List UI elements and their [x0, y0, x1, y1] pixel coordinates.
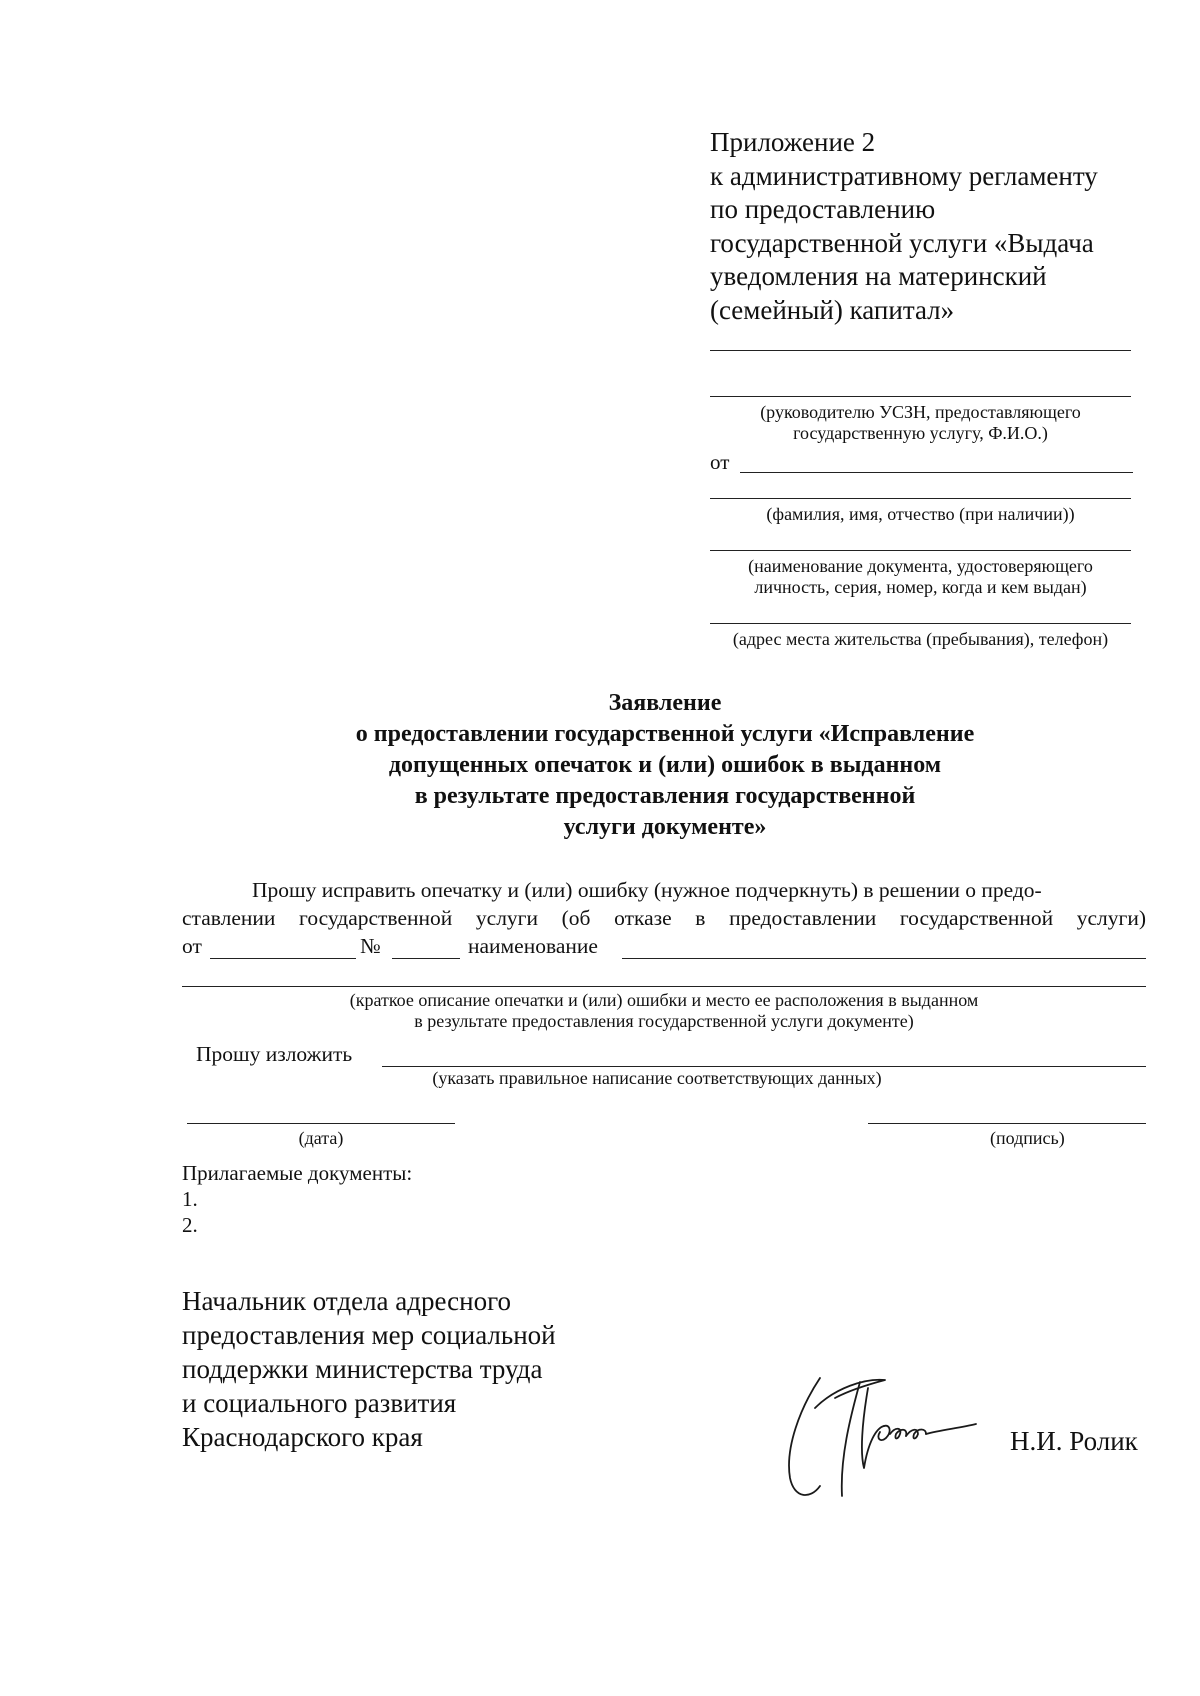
applicant-signature-line: [868, 1123, 1146, 1124]
head-caption-line: (руководителю УСЗН, предоставляющего: [760, 402, 1081, 422]
official-title-line: и социального развития: [182, 1388, 457, 1418]
official-title-line: Начальник отдела адресного: [182, 1286, 511, 1316]
state-line: [382, 1066, 1146, 1067]
appendix-block: [710, 126, 1170, 327]
title-line: Заявление: [608, 690, 722, 716]
description-caption-line: в результате предоставления государственной услуги документе): [414, 1011, 914, 1031]
name-caption: (фамилия, имя, отчество (при наличии)): [766, 504, 1075, 524]
head-caption: [710, 402, 1131, 444]
description-line: [182, 986, 1146, 987]
document-title: [200, 688, 1130, 843]
head-line-1: [710, 350, 1131, 351]
attachment-item: 1.: [182, 1187, 198, 1211]
document-name-line: [622, 958, 1146, 959]
title-line: допущенных опечаток и (или) ошибок в выданном: [388, 752, 942, 778]
official-title-line: Краснодарского края: [182, 1422, 423, 1452]
number-line: [392, 958, 460, 959]
address-caption: (адрес места жительства (пребывания), телефон): [732, 629, 1109, 649]
signature-caption: (подпись): [990, 1128, 1065, 1148]
appendix-line: Приложение 2: [710, 127, 876, 157]
description-caption-line: (краткое описание опечатки и (или) ошибки и место ее расположения в выданном: [349, 990, 979, 1010]
official-title: [182, 1284, 556, 1454]
title-line: в результате предоставления государственной: [414, 783, 916, 809]
head-line-2: [710, 396, 1131, 397]
handwritten-signature-icon: [780, 1368, 990, 1508]
state-label: Прошу изложить: [196, 1042, 353, 1066]
official-name: Н.И. Ролик: [1010, 1426, 1138, 1456]
appendix-line: (семейный) капитал»: [710, 294, 955, 325]
address-line: [710, 623, 1131, 624]
title-line: о предоставлении государственной услуги «Исправление: [355, 721, 975, 747]
attachments-block: [182, 1160, 412, 1238]
appendix-line: по предоставлению: [710, 194, 936, 224]
state-caption: (указать правильное написание соответствующих данных): [432, 1068, 882, 1088]
appendix-line: государственной услуги «Выдача: [710, 227, 1094, 258]
id-line: [710, 550, 1131, 551]
attachments-label: Прилагаемые документы:: [182, 1161, 413, 1185]
appendix-line: уведомления на материнский: [710, 261, 1047, 291]
from-label: от: [710, 450, 730, 474]
id-caption-line: личность, серия, номер, когда и кем выдан): [754, 577, 1087, 597]
id-caption: [710, 556, 1131, 598]
request-line-2: ставлении государственной услуги (об отказе в предоставлении государственной услуги): [182, 906, 1146, 930]
date-line: [210, 958, 356, 959]
applicant-date-line: [187, 1123, 455, 1124]
attachment-item: 2.: [182, 1213, 198, 1237]
request-line-1: Прошу исправить опечатку и (или) ошибку (нужное подчеркнуть) в решении о предо-: [252, 878, 1042, 902]
title-line: услуги документе»: [563, 814, 767, 840]
date-caption: (дата): [298, 1128, 344, 1148]
name-line: [710, 498, 1131, 499]
description-caption: [182, 990, 1146, 1032]
appendix-line: к административному регламенту: [710, 160, 1098, 191]
official-title-line: поддержки министерства труда: [182, 1354, 543, 1384]
from-line: [740, 472, 1133, 473]
id-caption-line: (наименование документа, удостоверяющего: [748, 556, 1093, 576]
head-caption-line: государственную услугу, Ф.И.О.): [793, 423, 1048, 443]
official-title-line: предоставления мер социальной: [182, 1320, 556, 1350]
name-label: наименование: [468, 934, 598, 958]
request-from-label: от: [182, 934, 202, 958]
number-label: №: [360, 934, 381, 958]
